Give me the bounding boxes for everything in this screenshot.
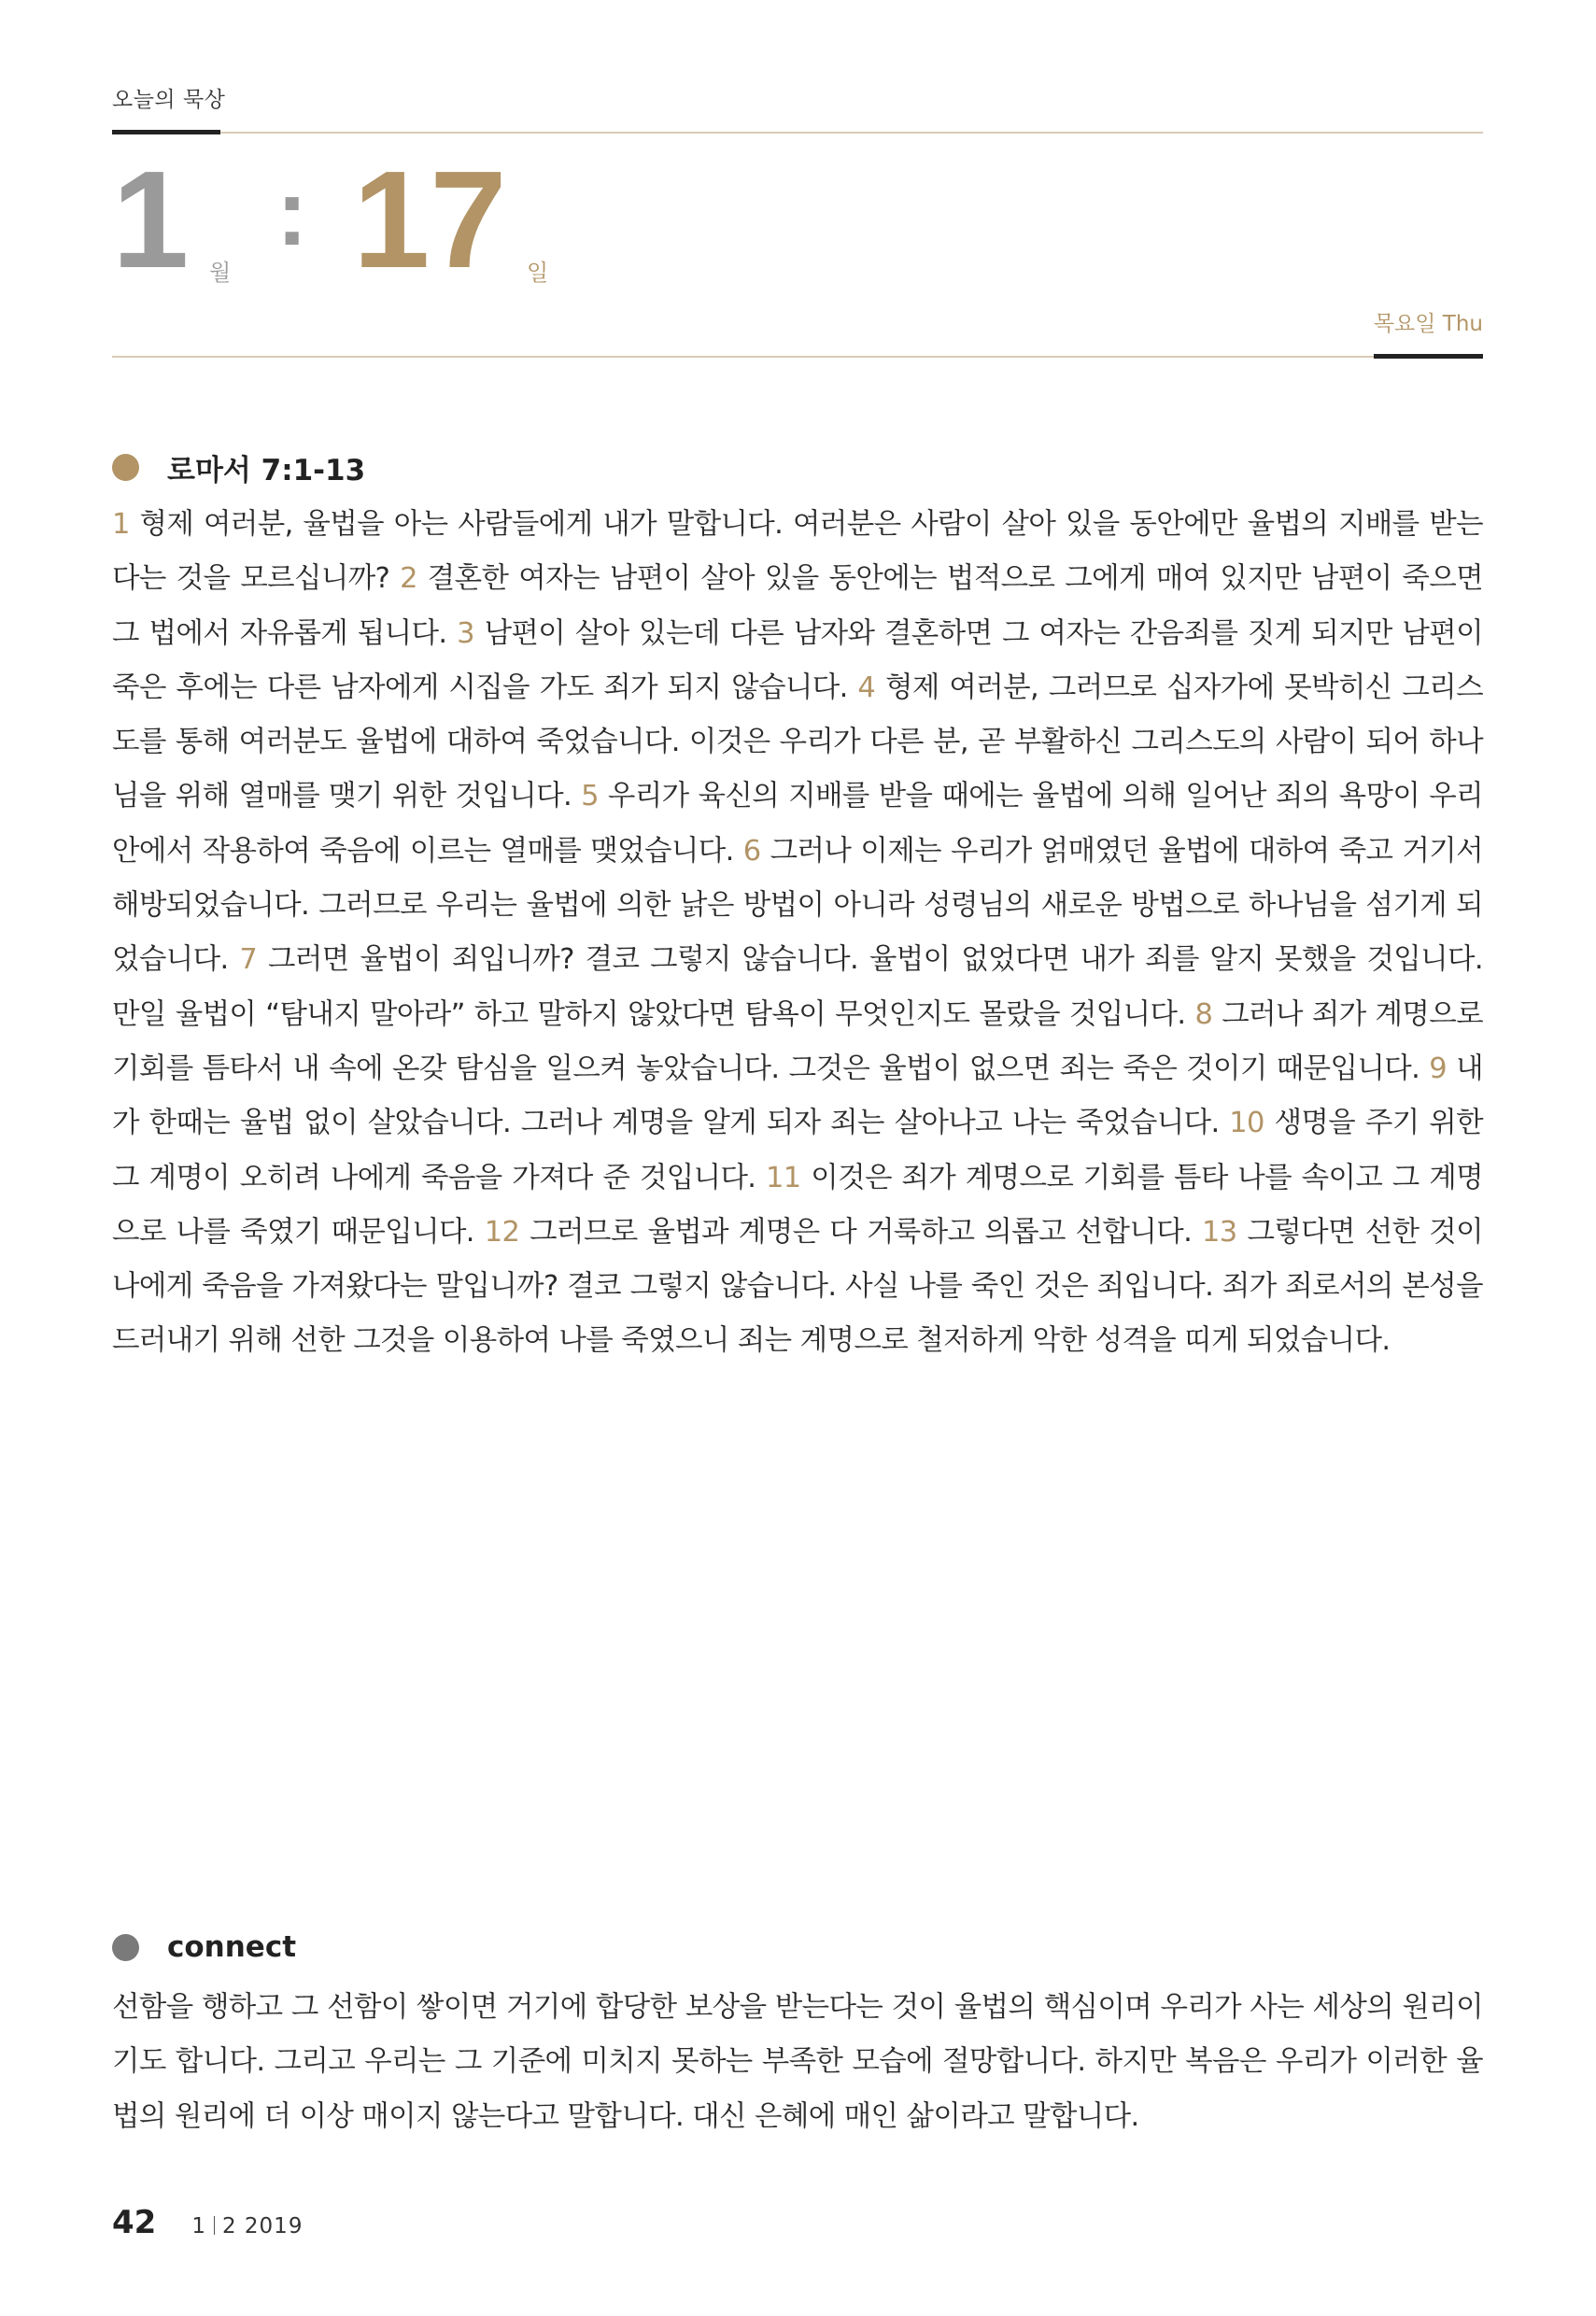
verse-text: 그러나 이제는 우리가 얽매였던 율법에 대하여 죽고 거기서 해방되었습니다. 그러므로 우리는 율법에 의한 낡은 방법이 아니라 성령님의 새로운 방법으로 하나님을 섬기게 되었습니다.: [112, 834, 1483, 977]
verse-number: 4: [857, 671, 876, 704]
header-divider-accent: [112, 130, 220, 134]
scripture-passage: [112, 498, 1483, 1369]
date-display: [112, 143, 1483, 336]
weekday-label: 목요일 Thu: [1373, 312, 1483, 336]
verse-text: 형제 여러분, 그러므로 십자가에 못박히신 그리스도를 통해 여러분도 율법에 대하여 죽었습니다. 이것은 우리가 다른 분, 곧 부활하신 그리스도의 사람이 되어 하나님을 위해 열매를 맺기 위한 것입니다.: [112, 671, 1483, 813]
verse-number: 3: [457, 616, 474, 650]
date-divider: [112, 356, 1483, 358]
verse-text: 생명을 주기 위한 그 계명이 오히려 나에게 죽음을 가져다 준 것입니다.: [112, 1107, 1483, 1194]
verse-text: 그러나 죄가 계명으로 기회를 틈타서 내 속에 온갖 탐심을 일으켜 놓았습니다. 그것은 율법이 없으면 죄는 죽은 것이기 때문입니다.: [112, 997, 1484, 1085]
day-number: 17: [353, 143, 507, 297]
section-header-label: 오늘의 묵상: [112, 88, 226, 112]
verse-number: 12: [484, 1215, 520, 1249]
verse-number: 9: [1429, 1052, 1448, 1085]
connect-heading: [112, 1930, 296, 1964]
verse-number: 13: [1202, 1215, 1237, 1249]
verse-number: 8: [1194, 997, 1213, 1031]
scripture-reference: 로마서 7:1-13: [167, 454, 366, 487]
connect-title: connect: [167, 1930, 297, 1964]
issue-month: 1: [191, 2214, 206, 2238]
verse-text: 이것은 죄가 계명으로 기회를 틈타 나를 속이고 그 계명으로 나를 죽였기 때문입니다.: [112, 1161, 1483, 1249]
verse-text: 그러므로 율법과 계명은 다 거룩하고 의롭고 선합니다.: [519, 1215, 1202, 1249]
verse-number: 11: [766, 1161, 801, 1194]
scripture-heading: [112, 446, 365, 488]
verse-text: 결혼한 여자는 남편이 살아 있을 동안에는 법적으로 그에게 매여 있지만 남편이 죽으면 그 법에서 자유롭게 됩니다.: [112, 562, 1483, 650]
verse-text: 남편이 살아 있는데 다른 남자와 결혼하면 그 여자는 간음죄를 짓게 되지만 남편이 죽은 후에는 다른 남자에게 시집을 가도 죄가 되지 않습니다.: [112, 616, 1484, 704]
header-divider: [112, 132, 1483, 134]
month-unit: 월: [209, 260, 232, 286]
gold-bullet-icon: [112, 454, 139, 481]
verse-text: 우리가 육신의 지배를 받을 때에는 율법에 의해 일어난 죄의 욕망이 우리 안에서 작용하여 죽음에 이르는 열매를 맺었습니다.: [112, 780, 1483, 868]
verse-number: 10: [1229, 1107, 1264, 1140]
date-divider-accent: [1374, 354, 1483, 359]
connect-text: 선함을 행하고 그 선함이 쌓이면 거기에 합당한 보상을 받는다는 것이 율법의 핵심이며 우리가 사는 세상의 원리이기도 합니다. 그리고 우리는 그 기준에 미치지 못하는 부족한 모습에 절망합니다. 하지만 복음은 우리가 이러한 율법의 원리에 더 이상 매이지 않는다고 말합니다. 대신 은혜에 매인 삶이라고 말합니다.: [112, 1991, 1483, 2133]
day-unit: 일: [527, 260, 549, 286]
verse-number: 5: [581, 780, 599, 813]
date-separator: :: [276, 161, 308, 265]
verse-text: 그렇다면 선한 것이 나에게 죽음을 가져왔다는 말입니까? 결코 그렇지 않습니다. 사실 나를 죽인 것은 죄입니다. 죄가 죄로서의 본성을 드러내기 위해 선한 그것을 이용하여 나를 죽였으니 죄는 계명으로 철저하게 악한 성격을 띠게 되었습니다.: [112, 1215, 1483, 1358]
gray-bullet-icon: [112, 1934, 139, 1961]
verse-text: 내가 한때는 율법 없이 살았습니다. 그러나 계명을 알게 되자 죄는 살아나고 나는 죽었습니다.: [112, 1052, 1483, 1140]
verse-text: 형제 여러분, 율법을 아는 사람들에게 내가 말합니다. 여러분은 사람이 살아 있을 동안에만 율법의 지배를 받는다는 것을 모르십니까?: [112, 508, 1483, 596]
month-number: 1: [112, 143, 190, 297]
verse-number: 7: [239, 943, 258, 977]
verse-number: 2: [400, 562, 417, 596]
issue-number-year: 2 2019: [221, 2214, 304, 2238]
verse-number: 6: [742, 834, 761, 868]
issue-info: [191, 2214, 303, 2238]
issue-divider: [214, 2216, 215, 2235]
page-footer: [112, 2204, 303, 2241]
page-number: 42: [112, 2204, 157, 2241]
verse-number: 1: [112, 508, 130, 541]
verse-text: 그러면 율법이 죄입니까? 결코 그렇지 않습니다. 율법이 없었다면 내가 죄를 알지 못했을 것입니다. 만일 율법이 “탐내지 말아라” 하고 말하지 않았다면 탐욕이 무엇인지도 몰랐을 것입니다.: [112, 943, 1483, 1031]
